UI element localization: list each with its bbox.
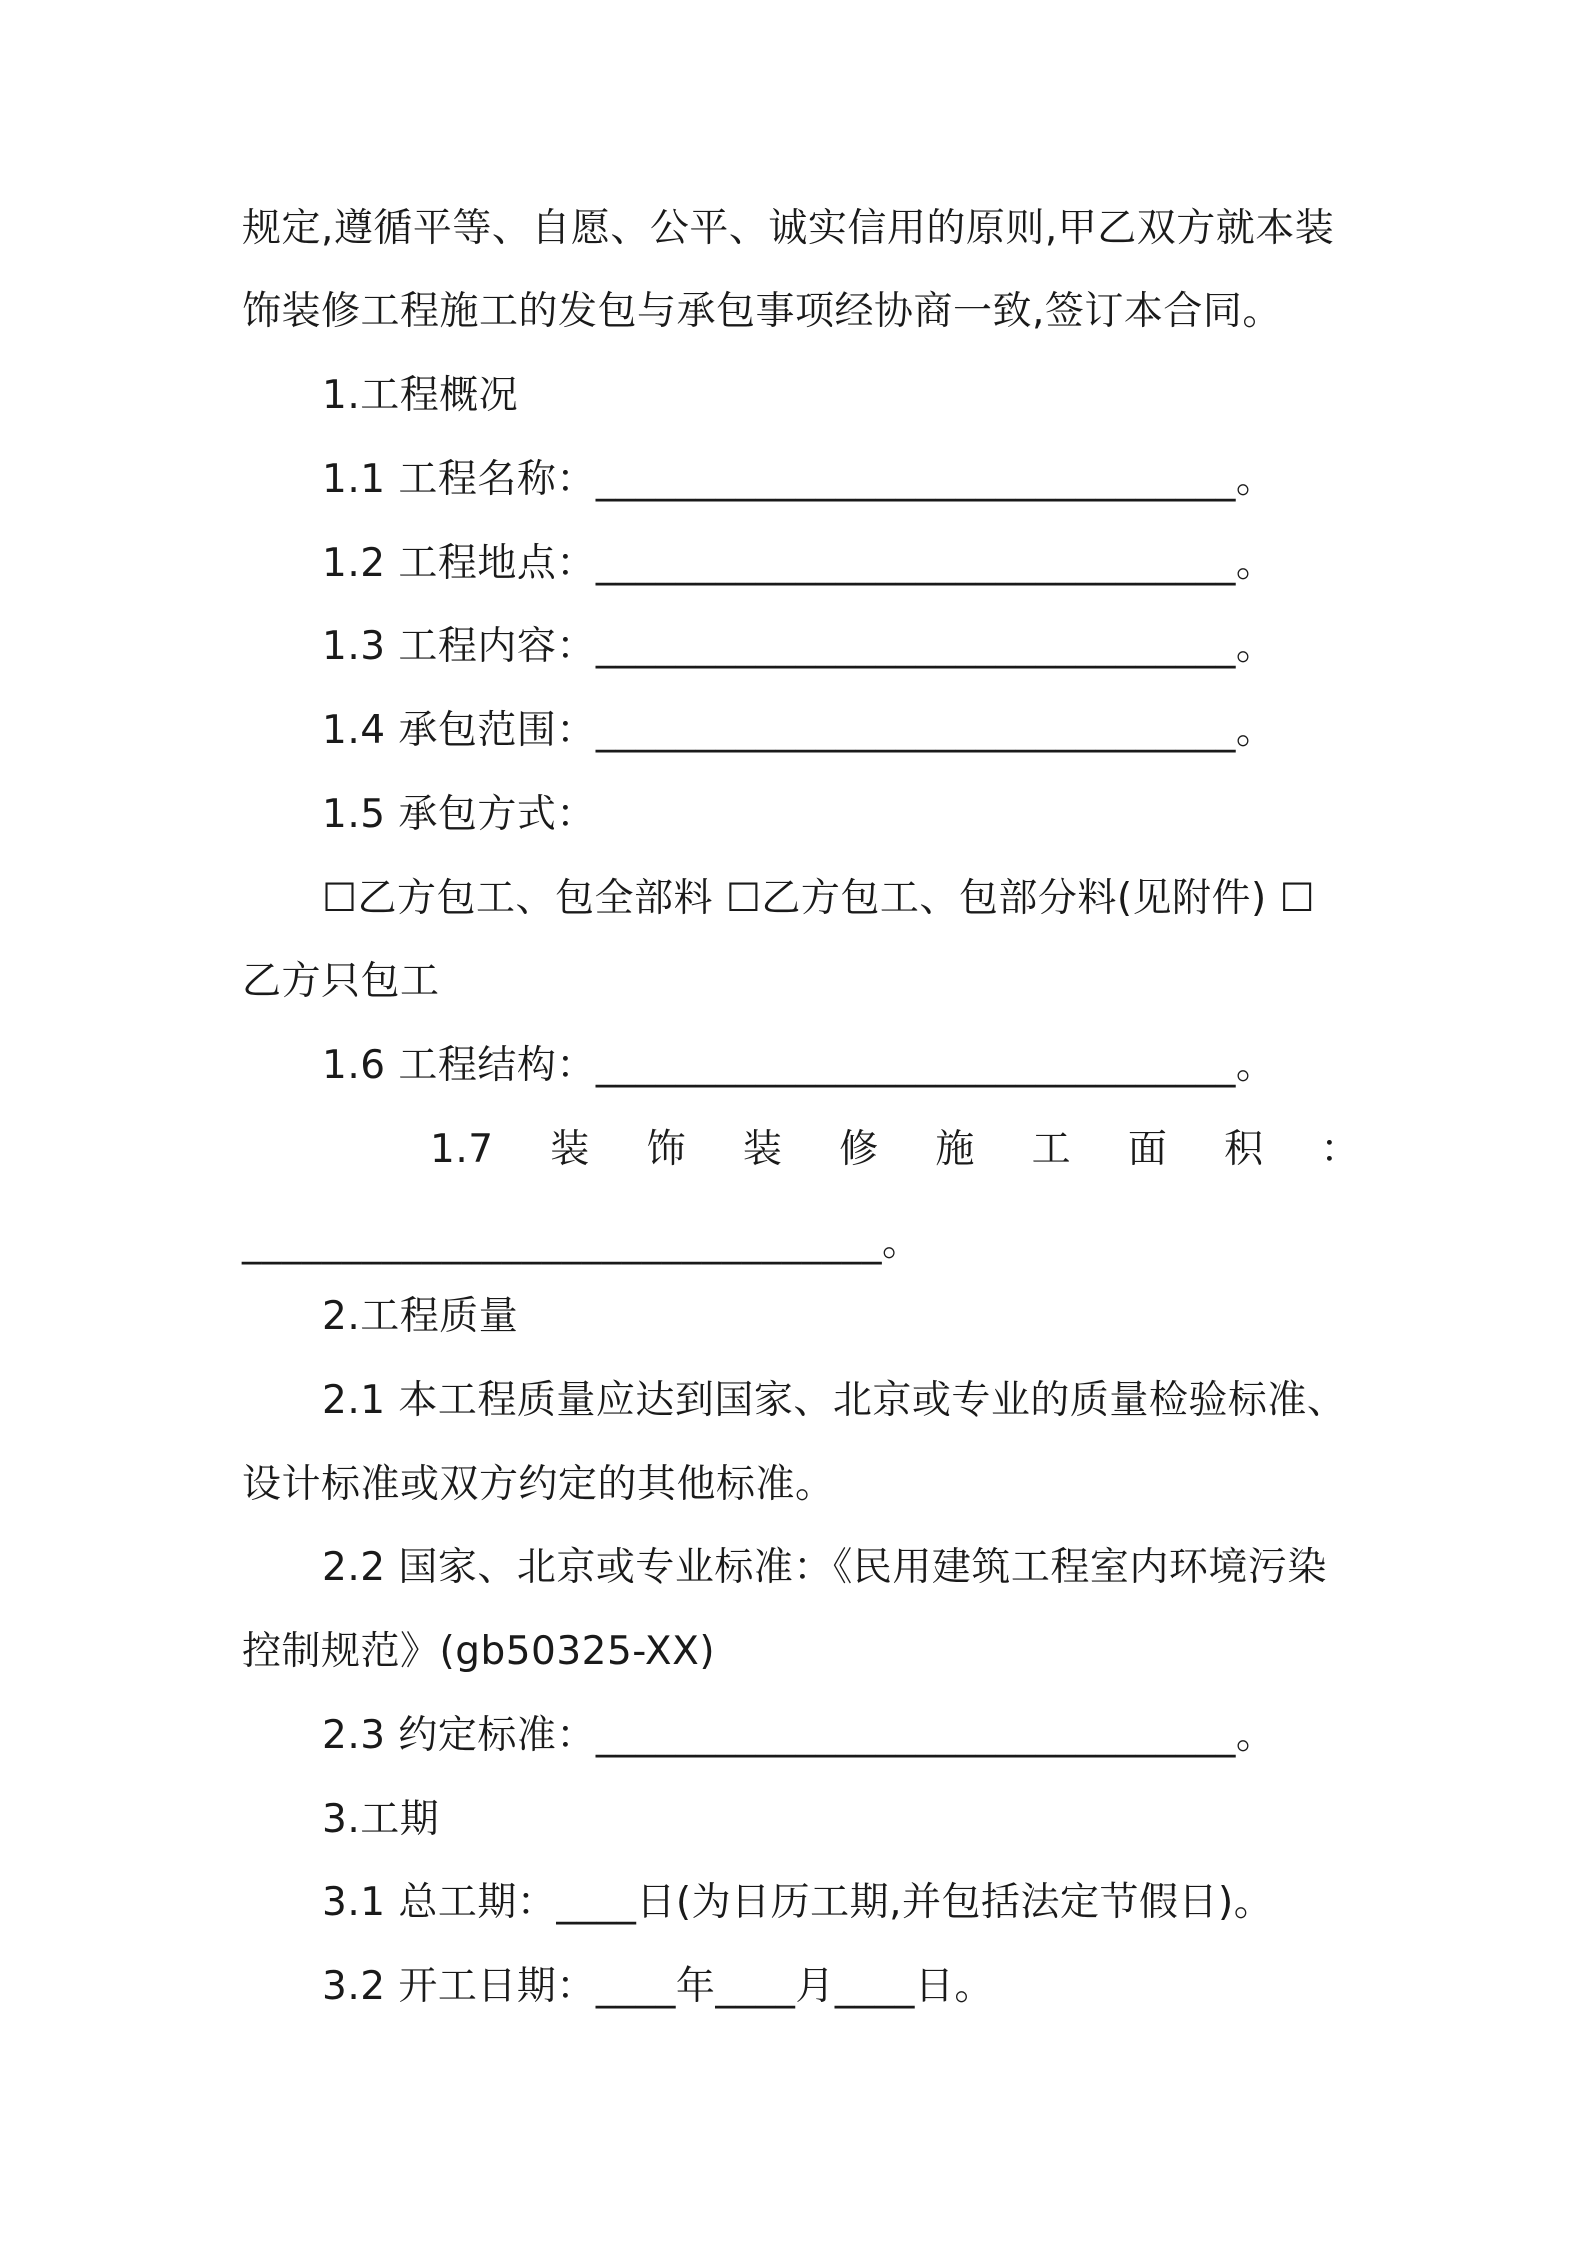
- section-heading: 3.工期: [322, 1797, 440, 1842]
- paragraph-line: 饰装修工程施工的发包与承包事项经协商一致,签订本合同。: [242, 289, 1282, 334]
- spread-char: 饰: [646, 1127, 687, 1172]
- form-field-decoration-area-label: [430, 1125, 1360, 1175]
- form-field-agreed-standard: 2.3 约定标准：________________________________。: [322, 1713, 1276, 1758]
- form-field-total-duration: 3.1 总工期：____日(为日历工期,并包括法定节假日)。: [322, 1880, 1274, 1925]
- form-field-project-location: 1.2 工程地点：________________________________。: [322, 541, 1276, 586]
- form-field-contract-scope: 1.4 承包范围：________________________________。: [322, 708, 1276, 753]
- spread-char: 装: [550, 1127, 590, 1172]
- checkbox-options-line: 乙方只包工: [242, 959, 440, 1004]
- paragraph-line: 2.1 本工程质量应达到国家、北京或专业的质量检验标准、: [322, 1378, 1347, 1423]
- paragraph-line: 控制规范》(gb50325-XX): [242, 1629, 716, 1674]
- paragraph-line: 设计标准或双方约定的其他标准。: [242, 1462, 835, 1507]
- spread-char: ：: [1320, 1127, 1360, 1172]
- spread-char: 工: [1031, 1127, 1072, 1172]
- spread-char: 施: [935, 1127, 975, 1172]
- spread-char: 装: [742, 1127, 783, 1172]
- checkbox-options-line: ☐乙方包工、包全部料 ☐乙方包工、包部分料(见附件) ☐: [322, 876, 1316, 921]
- spread-char: 修: [839, 1127, 879, 1172]
- paragraph-line: 2.2 国家、北京或专业标准：《民用建筑工程室内环境污染: [322, 1545, 1327, 1590]
- form-field-project-structure: 1.6 工程结构：________________________________。: [322, 1043, 1276, 1088]
- form-field-project-content: 1.3 工程内容：________________________________。: [322, 624, 1276, 669]
- form-field-contract-method: 1.5 承包方式：: [322, 792, 596, 837]
- spread-char: 面: [1127, 1127, 1168, 1172]
- form-field-project-name: 1.1 工程名称：________________________________。: [322, 457, 1276, 502]
- section-heading: 2.工程质量: [322, 1294, 519, 1339]
- spread-char: 1.7: [430, 1127, 494, 1172]
- section-heading: 1.工程概况: [322, 373, 519, 418]
- form-field-decoration-area-blank: ________________________________。: [242, 1220, 922, 1265]
- paragraph-line: 规定,遵循平等、自愿、公平、诚实信用的原则,甲乙双方就本装: [242, 206, 1335, 251]
- spread-char: 积: [1224, 1127, 1264, 1172]
- form-field-start-date: 3.2 开工日期：____年____月____日。: [322, 1964, 994, 2009]
